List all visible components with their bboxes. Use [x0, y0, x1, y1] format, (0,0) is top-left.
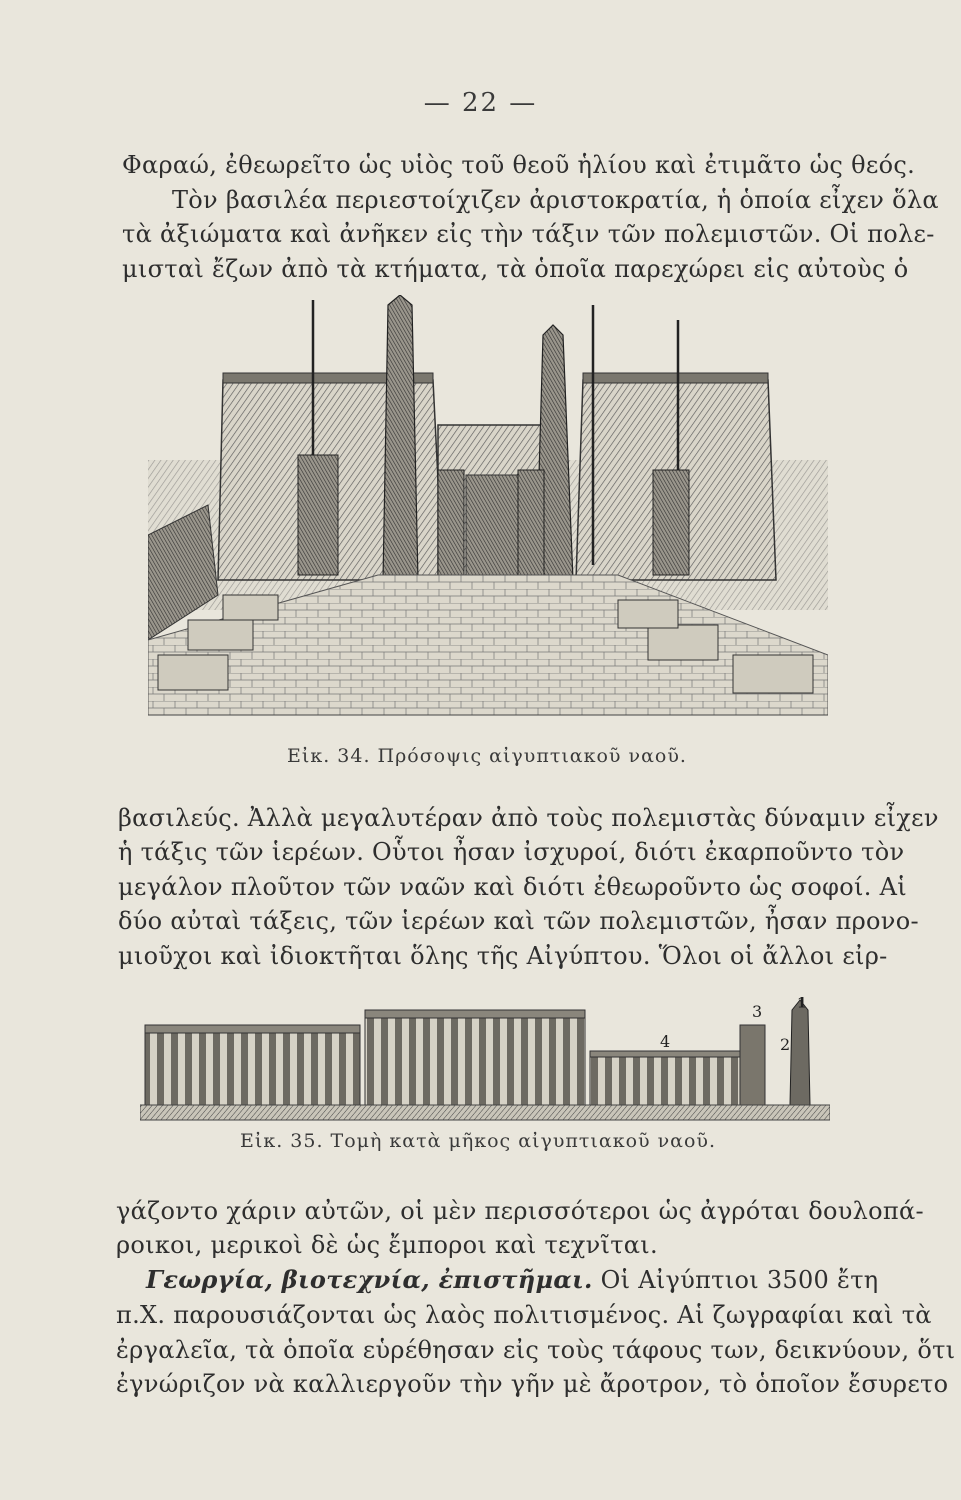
- section-label-1: 1: [797, 995, 807, 1012]
- section-label-3: 3: [752, 1002, 763, 1021]
- figure-35-caption: Εἰκ. 35. Τομὴ κατὰ μῆκος αἰγυπτιακοῦ ναοῦ.: [240, 1130, 717, 1152]
- text-run: Οἱ Αἰγύπτιοι 3500 ἔτη: [592, 1266, 879, 1294]
- text-line: Φαραώ, ἐθεωρεῖτο ὡς υἱὸς τοῦ θεοῦ ἡλίου καὶ ἐτιμᾶτο ὡς θεός.: [122, 151, 916, 179]
- section-heading: Γεωργία, βιοτεχνία, ἐπιστῆμαι.: [146, 1265, 593, 1294]
- section-label-4: 4: [660, 1032, 671, 1051]
- text-line: μεγάλον πλοῦτον τῶν ναῶν καὶ διότι ἐθεωροῦντο ὡς σοφοί. Αἱ: [118, 873, 907, 901]
- text-line: Τὸν βασιλέα περιεστοίχιζεν ἀριστοκρατία, ἡ ὁποία εἶχεν ὅλα: [172, 186, 939, 214]
- text-line: ἡ τάξις τῶν ἱερέων. Οὗτοι ἦσαν ἰσχυροί, διότι ἐκαρποῦντο τὸν: [118, 838, 905, 866]
- temple-section-illustration: [140, 995, 830, 1125]
- text-line: τὰ ἀξιώματα καὶ ἀνῆκεν εἰς τὴν τάξιν τῶν πολεμιστῶν. Οἱ πολε-: [122, 220, 935, 248]
- text-line: [146, 1265, 878, 1295]
- text-line: ἐργαλεῖα, τὰ ὁποῖα εὑρέθησαν εἰς τοὺς τάφους των, δεικνύουν, ὅτι: [116, 1336, 956, 1364]
- section-label-2: 2: [780, 1035, 791, 1054]
- page-number: — 22 —: [423, 88, 538, 118]
- text-line: π.Χ. παρουσιάζονται ὡς λαὸς πολιτισμένος. Αἱ ζωγραφίαι καὶ τὰ: [116, 1301, 932, 1329]
- figure-34-caption: Εἰκ. 34. Πρόσοψις αἰγυπτιακοῦ ναοῦ.: [287, 745, 687, 767]
- text-line: δύο αὐταὶ τάξεις, τῶν ἱερέων καὶ τῶν πολεμιστῶν, ἦσαν προνο-: [118, 907, 919, 935]
- text-line: μιοῦχοι καὶ ἰδιοκτῆται ὅλης τῆς Αἰγύπτου. Ὅλοι οἱ ἄλλοι εἰρ-: [118, 942, 888, 970]
- temple-facade-illustration: [148, 295, 828, 735]
- text-line: ἐγνώριζον νὰ καλλιεργοῦν τὴν γῆν μὲ ἄροτρον, τὸ ὁποῖον ἔσυρετο: [116, 1370, 949, 1398]
- text-line: γάζοντο χάριν αὐτῶν, οἱ μὲν περισσότεροι ὡς ἀγρόται δουλοπά-: [116, 1197, 924, 1225]
- text-line: βασιλεύς. Ἀλλὰ μεγαλυτέραν ἀπὸ τοὺς πολεμιστὰς δύναμιν εἶχεν: [118, 804, 939, 832]
- text-line: μισταὶ ἔζων ἀπὸ τὰ κτήματα, τὰ ὁποῖα παρεχώρει εἰς αὐτοὺς ὁ: [122, 255, 909, 283]
- text-line: ροικοι, μερικοὶ δὲ ὡς ἔμποροι καὶ τεχνῖται.: [116, 1231, 658, 1259]
